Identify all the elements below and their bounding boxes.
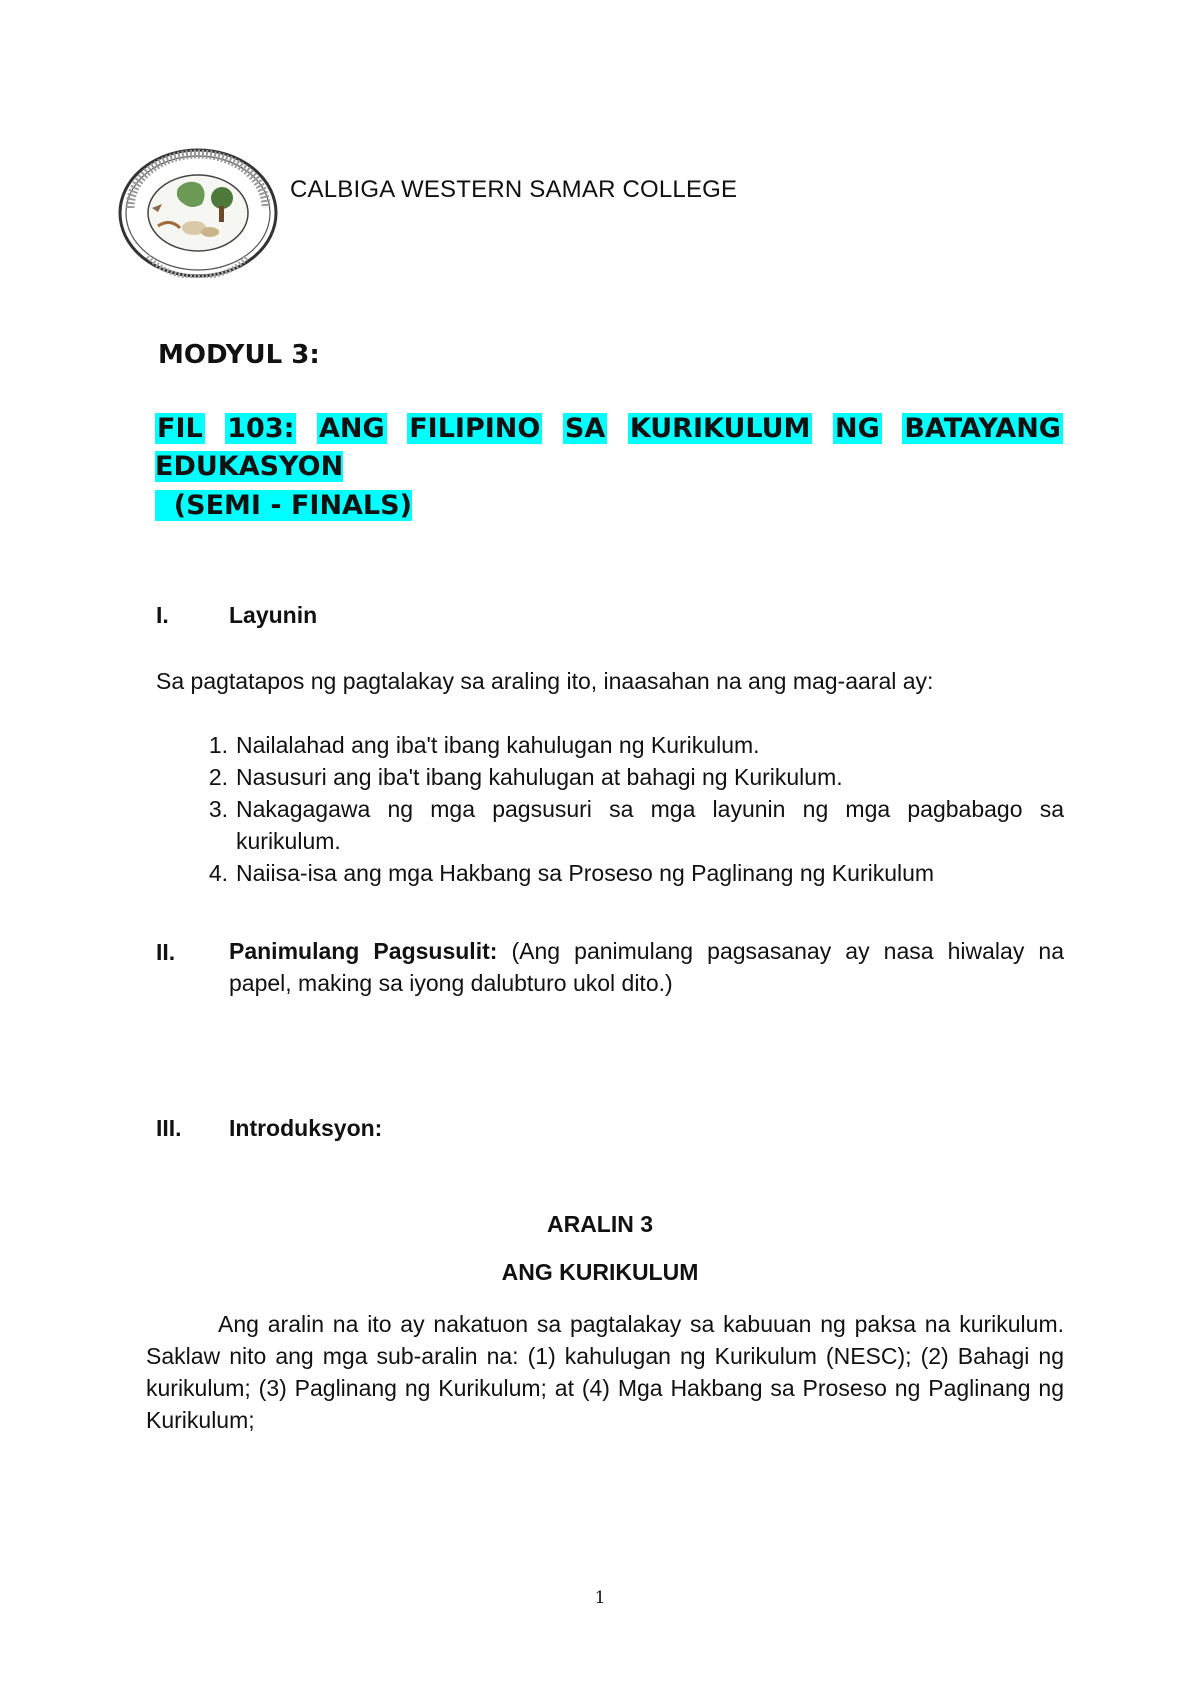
objectives-intro: Sa pagtatapos ng pagtalakay sa araling ito, inaasahan na ang mag-aaral ay: <box>156 668 934 694</box>
objective-number: 3. <box>208 796 228 822</box>
section-numeral: III. <box>156 1115 182 1141</box>
section-title-introduksyon: Introduksyon: <box>229 1115 383 1141</box>
course-title-word: FIL <box>157 413 203 444</box>
course-title-word: 103: <box>227 413 295 444</box>
aralin-paragraph: Ang aralin na ito ay nakatuon sa pagtalakay sa kabuuan ng paksa na kurikulum. Saklaw nito ang mga sub-aralin na: (1) kahulugan ng Kurikulum (NESC); (2) Bahagi ng kurikulum; (3) Paglinang ng Kurikulum; at (4) Mga Hakbang sa Proseso ng Paglinang ng Kurikulum; <box>146 1311 1064 1433</box>
course-title-word: KURIKULUM <box>629 413 811 444</box>
aralin-number: ARALIN 3 <box>546 1211 654 1237</box>
section-title-panimulang-pagsusulit: Panimulang Pagsusulit: <box>229 938 498 964</box>
objective-text: Naiisa-isa ang mga Hakbang sa Proseso ng Paglinang ng Kurikulum <box>236 860 935 886</box>
module-title: MODYUL 3: <box>158 340 320 370</box>
section-panimulang-pagsusulit <box>229 935 1064 999</box>
section-body: (Ang panimulang pagsasanay ay nasa hiwalay na papel, making sa iyong dalubturo ukol dito.) <box>229 938 1064 996</box>
objective-text: Nakagagawa ng mga pagsusuri sa mga layunin ng mga pagbabago sa kurikulum. <box>236 796 1064 854</box>
school-seal-logo <box>118 148 278 278</box>
semester-label: (SEMI - FINALS) <box>155 490 412 521</box>
objective-number: 1. <box>208 732 228 758</box>
course-title-word: SA <box>564 413 606 444</box>
aralin-title: ANG KURIKULUM <box>501 1259 699 1285</box>
page-number: 1 <box>594 1588 606 1608</box>
objective-text: Nailalahad ang iba't ibang kahulugan ng Kurikulum. <box>236 732 760 758</box>
objective-number: 4. <box>208 860 228 886</box>
section-title-layunin: Layunin <box>229 602 318 628</box>
course-title-word: NG <box>835 413 880 444</box>
section-numeral: II. <box>156 939 176 965</box>
objective-text: Nasusuri ang iba't ibang kahulugan at bahagi ng Kurikulum. <box>236 764 843 790</box>
course-title-line-2: EDUKASYON <box>155 451 344 482</box>
course-title-word: FILIPINO <box>409 413 541 444</box>
course-title-word: BATAYANG <box>904 413 1061 444</box>
section-numeral: I. <box>156 602 169 628</box>
objective-number: 2. <box>208 764 228 790</box>
course-title-line-1 <box>155 413 1063 444</box>
course-title-word: ANG <box>319 413 385 444</box>
college-name: CALBIGA WESTERN SAMAR COLLEGE <box>290 176 738 203</box>
